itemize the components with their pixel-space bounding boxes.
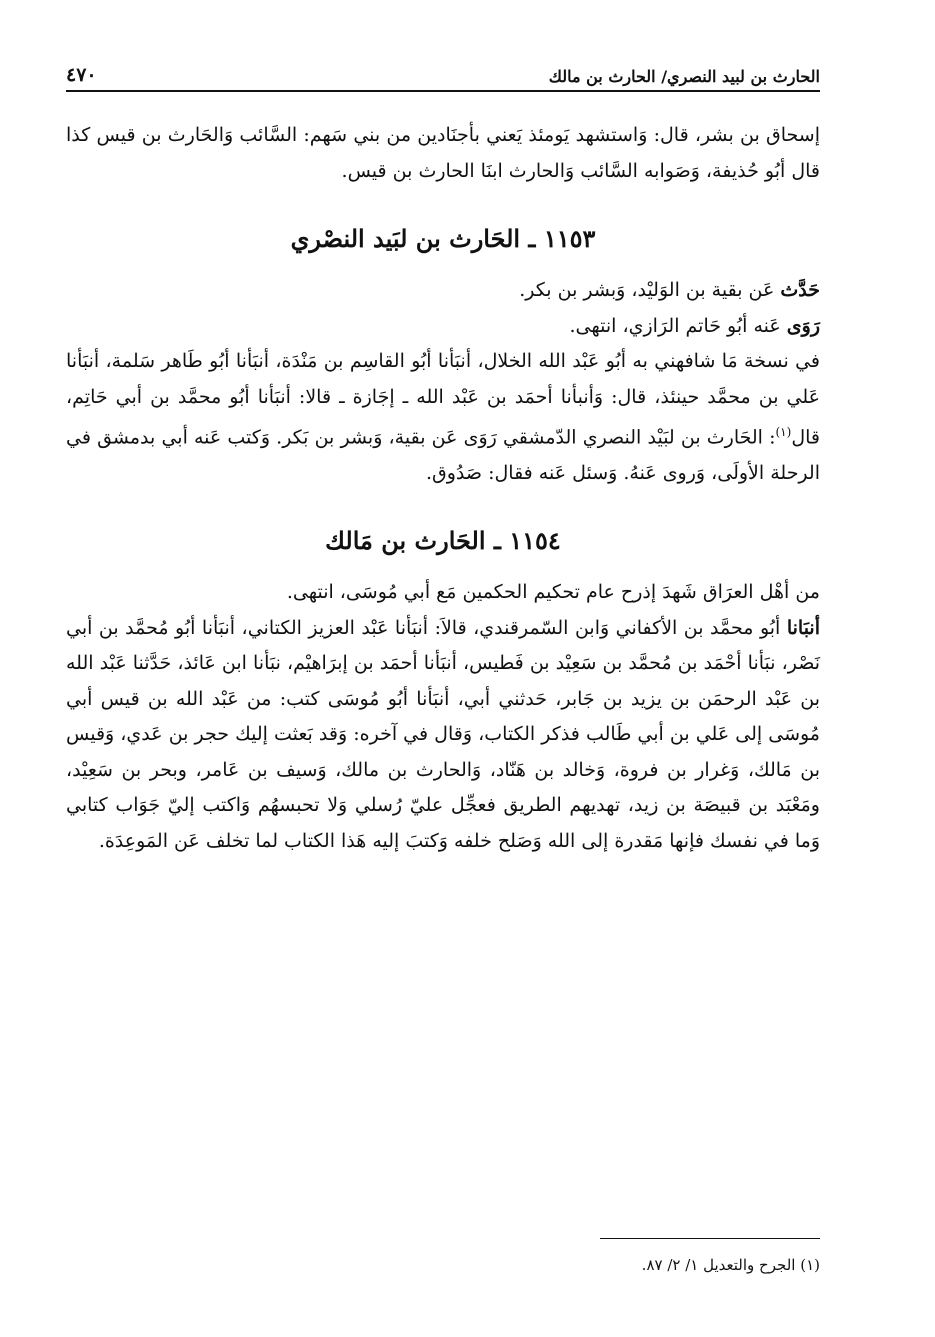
entry-1153-paragraph-3 bbox=[66, 344, 820, 491]
entry-1153-text-3b: : الحَارث بن لبَيْد النصري الدّمشقي رَوَى عَن بقية، وَبشر بن بَكر. وَكتب عَنه أبي بدمشق في الرحلة الأولَى، وَروى عَنهُ. وَسئل عَنه فقال: صَدُوق. bbox=[66, 426, 820, 484]
intro-paragraph: إسحاق بن بشر، قال: وَاستشهد يَومئذ يَعني بأجنَادين من بني سَهم: السَّائب وَالحَارث بن قيس كذا قال أبُو حُذيفة، وَصَوابه السَّائب وَالحارث ابنَا الحارث بن قيس. bbox=[66, 124, 820, 182]
entry-1153-text-2: عَنه أبُو حَاتم الرَازي، انتهى. bbox=[569, 314, 787, 337]
entry-1153-paragraph-2 bbox=[66, 309, 820, 345]
entry-1153-text-3: في نسخة مَا شافهني به أبُو عَبْد الله الخلال، أنبَأنا أبُو القاسِم بن مَنْدَة، أنبَأنا أبُو طَاهر سَلمة، أنبَأنا عَلي بن محمَّد حينئذ، قال: وَأنبأنا أحمَد بن عَبْد الله ـ إجَازة ـ قالا: أنبَأنا أبُو محمَّد بن أبي حَاتِم، قال bbox=[66, 350, 820, 449]
page-header bbox=[66, 56, 820, 86]
entry-1154-paragraph-2 bbox=[66, 611, 820, 860]
entry-1153-paragraph-1 bbox=[66, 273, 820, 309]
page-number: ٤٧٠ bbox=[66, 64, 97, 86]
page-body bbox=[66, 118, 820, 859]
footnote-divider bbox=[600, 1238, 820, 1239]
entry-1154-paragraph-1: من أهْل العرَاق شَهدَ إذرح عام تحكيم الحكمين مَع أبي مُوسَى، انتهى. bbox=[286, 581, 820, 604]
entry-1154-text-2: أبُو محمَّد بن الأكفاني وَابن السّمرقندي، قالاَ: أنبَأنا عَبْد العزيز الكتاني، أنبَأنا أبُو مُحمَّد بن أبي نَصْر، نبَأنا أحْمَد بن مُحمَّد بن سَعِيْد بن فَطيس، أنبَأنا أحمَد بن إبرَاهيْم، نبَأنا ابن عَائذ، حَدَّثنا عَبْد الله بن عَبْد الرحمَن بن يزيد بن جَابر، حَدثني أبي، أنبَأنا أبُو مُوسَى كتب: من عَبْد الله بن قيس أبي مُوسَى إلى عَلي بن أبي طَالب فذكر الكتاب، وَقال في آخره: وَقد بَعثت إليك حجر بن عَدي، وَقيس بن مَالك، وَغرار بن فروة، وَخالد بن هَنّاد، وَالحارث بن مالك، وَسيف بن عَامر، وبحر بن سَعِيْد، ومَعْبَد بن قبيصَة بن زيد، تهديهم الطريق فعجِّل عليّ رُسلي وَلا تحبسهُم وَاكتب إليّ جَوَاب كتابي وَما في نفسك فإنها مَقدرة إلى الله وَصَلح خلفه وَكتبَ إليه هَذا الكتاب لما تخلف عَن المَوعِدَة. bbox=[66, 616, 820, 852]
entry-1153-lead-word-1: حَدَّث bbox=[780, 279, 820, 301]
entry-1154-lead-word: أنبَانا bbox=[786, 616, 820, 639]
header-divider bbox=[66, 90, 820, 92]
footnote-reference[interactable]: (١) bbox=[775, 425, 792, 439]
footnote-text: الجرح والتعديل ١/ ٢/ ٨٧. bbox=[641, 1256, 796, 1274]
entry-heading-1153: ١١٥٣ ـ الحَارث بن لبَيد النصْري bbox=[290, 224, 596, 253]
footnote-mark: (١) bbox=[800, 1256, 820, 1274]
footnote bbox=[66, 1256, 820, 1274]
running-title: الحارث بن لبيد النصري/ الحارث بن مالك bbox=[548, 67, 820, 86]
entry-heading-1154: ١١٥٤ ـ الحَارث بن مَالك bbox=[325, 526, 561, 556]
entry-1153-text-1: عَن بقية بن الوَليْد، وَبشر بن بكر. bbox=[519, 279, 781, 301]
entry-1153-lead-word-2: رَوَى bbox=[786, 314, 820, 337]
